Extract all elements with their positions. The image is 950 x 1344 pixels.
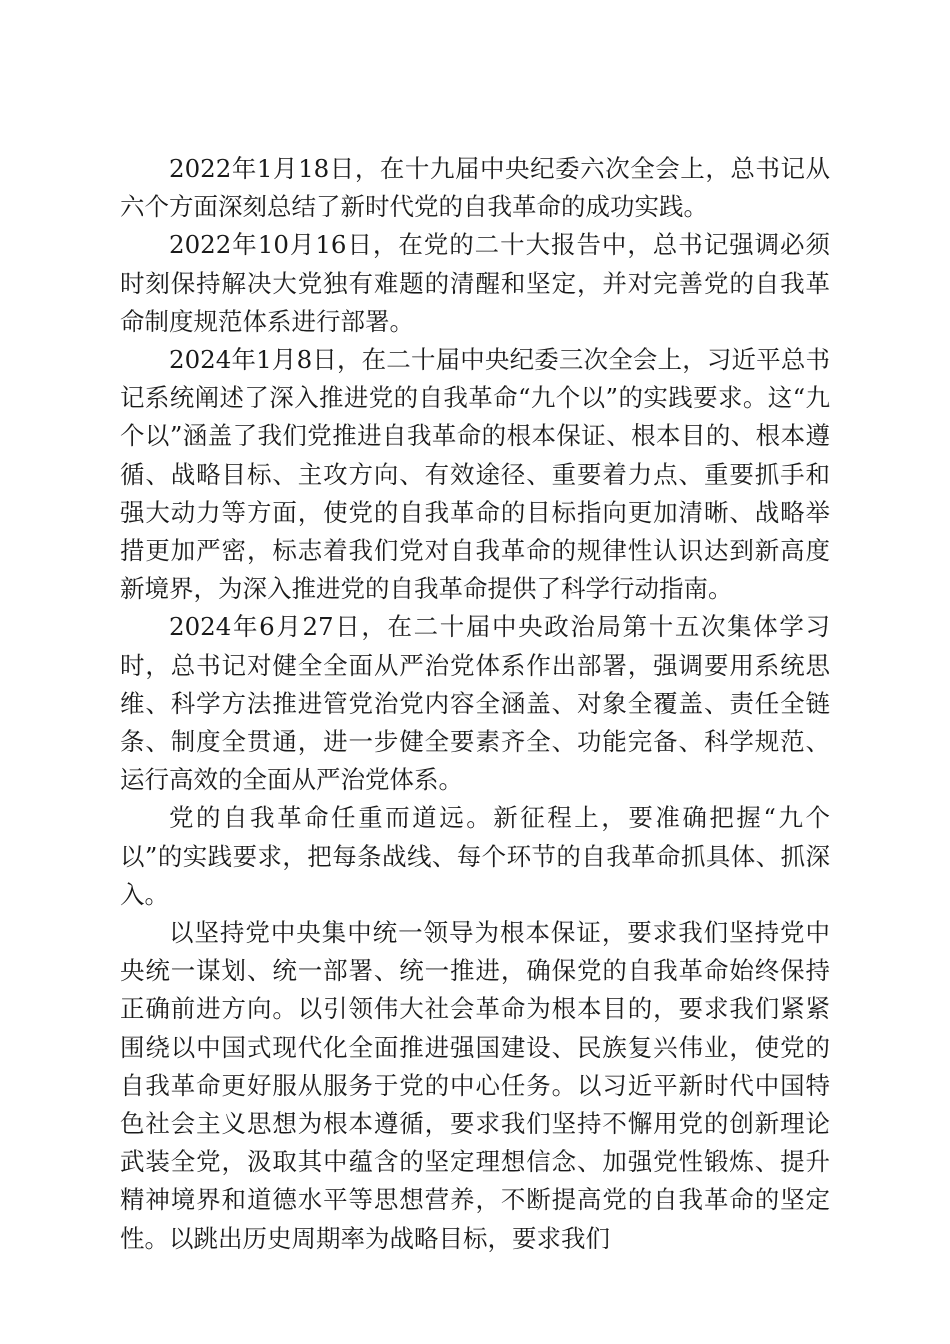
- document-body: [120, 150, 830, 1258]
- paragraph-1: 2022年1月18日，在十九届中央纪委六次全会上，总书记从六个方面深刻总结了新时代党的自我革命的成功实践。: [120, 154, 830, 222]
- paragraph-5: 党的自我革命任重而道远。新征程上，要准确把握“九个以”的实践要求，把每条战线、每个环节的自我革命抓具体、抓深入。: [120, 803, 830, 909]
- paragraph-2: 2022年10月16日，在党的二十大报告中，总书记强调必须时刻保持解决大党独有难题的清醒和坚定，并对完善党的自我革命制度规范体系进行部署。: [120, 230, 830, 336]
- paragraph-4: 2024年6月27日，在二十届中央政治局第十五次集体学习时，总书记对健全全面从严治党体系作出部署，强调要用系统思维、科学方法推进管党治党内容全涵盖、对象全覆盖、责任全链条、制度全贯通，进一步健全要素齐全、功能完备、科学规范、运行高效的全面从严治党体系。: [120, 612, 830, 795]
- paragraph-6: 以坚持党中央集中统一领导为根本保证，要求我们坚持党中央统一谋划、统一部署、统一推进，确保党的自我革命始终保持正确前进方向。以引领伟大社会革命为根本目的，要求我们紧紧围绕以中国式现代化全面推进强国建设、民族复兴伟业，使党的自我革命更好服从服务于党的中心任务。以习近平新时代中国特色社会主义思想为根本遵循，要求我们坚持不懈用党的创新理论武装全党，汲取其中蕴含的坚定理想信念、加强党性锻炼、提升精神境界和道德水平等思想营养，不断提高党的自我革命的坚定性。以跳出历史周期率为战略目标，要求我们: [120, 918, 830, 1253]
- paragraph-3: 2024年1月8日，在二十届中央纪委三次全会上，习近平总书记系统阐述了深入推进党的自我革命“九个以”的实践要求。这“九个以”涵盖了我们党推进自我革命的根本保证、根本目的、根本遵循、战略目标、主攻方向、有效途径、重要着力点、重要抓手和强大动力等方面，使党的自我革命的目标指向更加清晰、战略举措更加严密，标志着我们党对自我革命的规律性认识达到新高度新境界，为深入推进党的自我革命提供了科学行动指南。: [120, 345, 830, 604]
